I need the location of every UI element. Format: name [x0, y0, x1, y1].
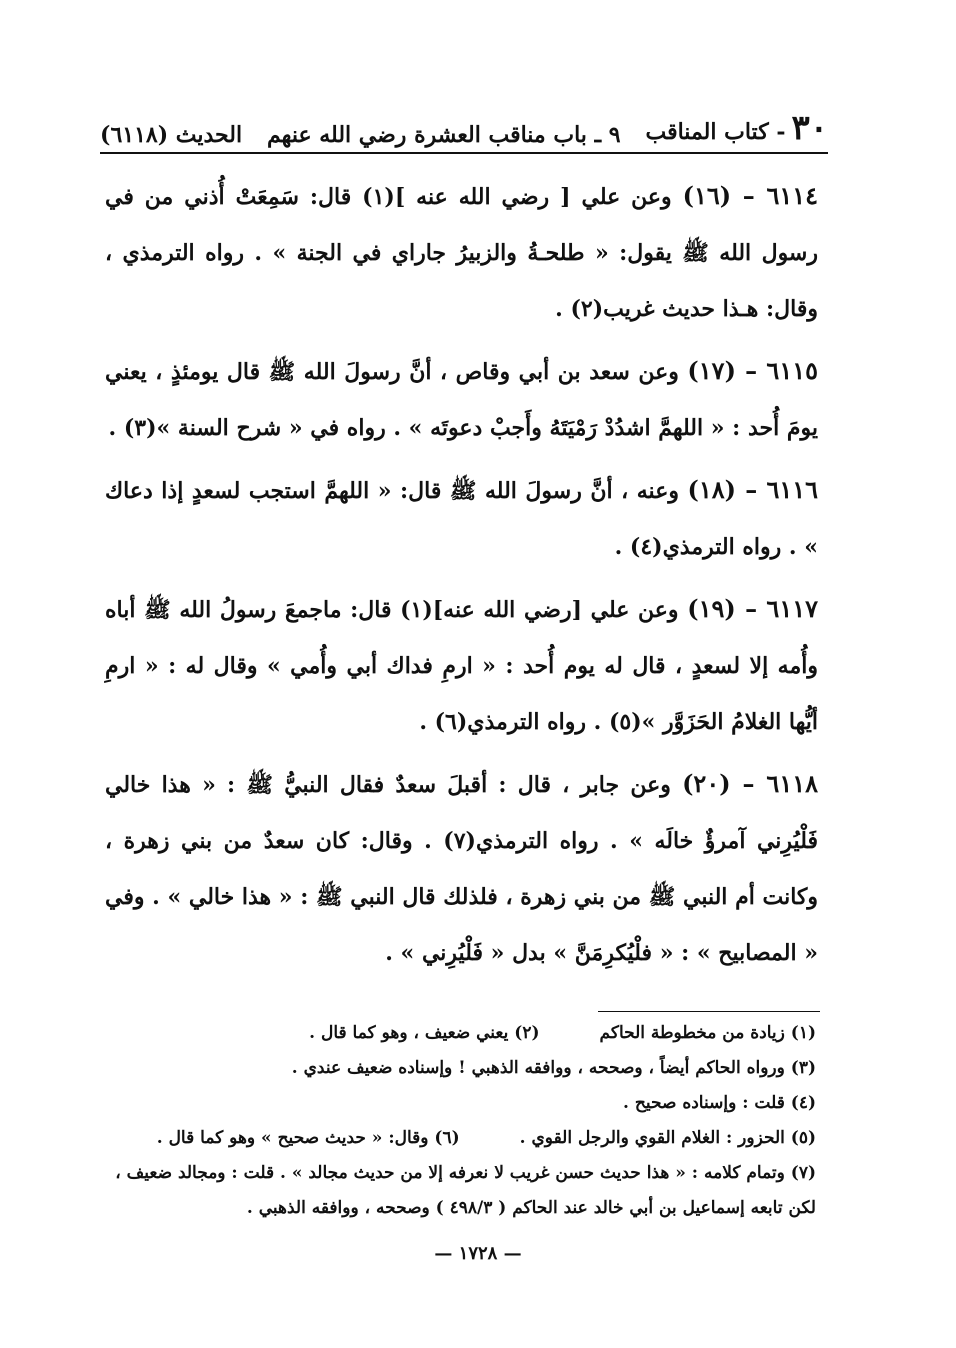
hadith-number: ٦١١٨ – (٢٠) — [682, 769, 818, 798]
running-header — [100, 104, 828, 148]
hadith-number: ٦١١٤ – (١٦) — [682, 181, 818, 210]
footnote-4: (٤) قلت : وإسناده صحيح . — [623, 1093, 816, 1113]
footnote-row — [105, 1016, 816, 1051]
footnote-row — [105, 1121, 816, 1156]
hadith-6116 — [105, 462, 818, 575]
footnote-2: (٢) يعني ضعيف ، وهو كما قال . — [309, 1023, 540, 1043]
footnote-1: (١) زيادة من مخطوطة الحاكم — [599, 1023, 816, 1043]
hadith-text: وعن علي [ رضي الله عنه ](١) قال: سَمِعَتْ أُذني من في رسول الله ﷺ يقول: « طلحـةُ والزبيرُ جاراي في الجنة » . رواه الترمذي ، وقال: هـذا حديث غريب(٢) . — [105, 184, 818, 322]
hadith-text: وعن علي [رضي الله عنه](١) قال: ماجمعَ رسولُ الله ﷺ أباه وأُمه إلا لسعدٍ ، قال له يوم أُحد : « ارمِ فداك أبي وأُمي » وقال له : « ارمِ أيُّها الغلامُ الحَزَوَّر »(٥) . رواه الترمذي(٦) . — [105, 597, 818, 735]
hadith-6117 — [105, 581, 818, 750]
header-book-number: ٣٠ — [791, 108, 828, 148]
footnote-7: (٧) وتمام كلامه : « هذا حديث حسن غريب لا نعرفه إلا من حديث مجالد » . قلت : ومجالد ضعيف ، لكن تابعه إسماعيل بن أبي خالد عند الحاكم ( ٤٩٨/٣ ) وصححه ، ووافقه الذهبي . — [115, 1163, 816, 1218]
hadith-text: وعن جابر ، قال : أقبلَ سعدٌ فقال النبيُّ ﷺ : « هذا خالي فَلْيُرِني آمرؤٌ خالَه » . رواه الترمذي(٧) . وقال: كان سعدٌ من بني زهرة ، وكانت أم النبي ﷺ من بني زهرة ، فلذلك قال النبي ﷺ : « هذا خالي » . وفي « المصابيح » : « فلْيُكرِمَنَّ » بدل « فَلْيُرِني » . — [105, 772, 818, 966]
header-hadith-ref: الحديث (٦١١٨) — [100, 122, 243, 148]
hadith-number: ٦١١٦ – (١٨) — [687, 475, 818, 504]
header-book-title: - كتاب المناقب — [645, 119, 786, 145]
footnote-5: (٥) الحزور : الغلام القوي والرجل القوي . — [519, 1128, 816, 1148]
hadith-number: ٦١١٧ – (١٩) — [687, 594, 818, 623]
footnote-rule — [598, 1011, 820, 1012]
hadith-text: وعن سعد بن أبي وقاص ، أنَّ رسولَ الله ﷺ قال يومئذٍ ، يعني يومَ أُحد : « اللهمَّ اشدُدْ رَمْيَتَهُ وأَجبْ دعوتَه » . رواه في « شرح السنة »(٣) . — [105, 359, 818, 441]
hadith-text: وعنه ، أنَّ رسولَ الله ﷺ قال: « اللهمَّ استجب لسعدٍ إذا دعاك » . رواه الترمذي(٤) . — [105, 478, 818, 560]
hadith-6118 — [105, 756, 818, 981]
page-number: — ١٧٢٨ — — [434, 1243, 522, 1264]
footnote-3: (٣) ورواه الحاكم أيضاً ، وصححه ، ووافقه الذهبي ! وإسناده ضعيف عندي . — [291, 1058, 816, 1078]
footnotes — [105, 1016, 816, 1226]
footnote-6: (٦) وقال: « حديث صحيح » وهو كما قال . — [156, 1128, 460, 1148]
hadith-number: ٦١١٥ – (١٧) — [687, 356, 818, 385]
header-chapter: ٩ ـ باب مناقب العشرة رضي الله عنهم — [267, 122, 621, 148]
main-text — [105, 168, 818, 987]
header-book — [645, 108, 828, 148]
hadith-6115 — [105, 343, 818, 456]
hadith-6114 — [105, 168, 818, 337]
header-rule — [100, 152, 828, 154]
